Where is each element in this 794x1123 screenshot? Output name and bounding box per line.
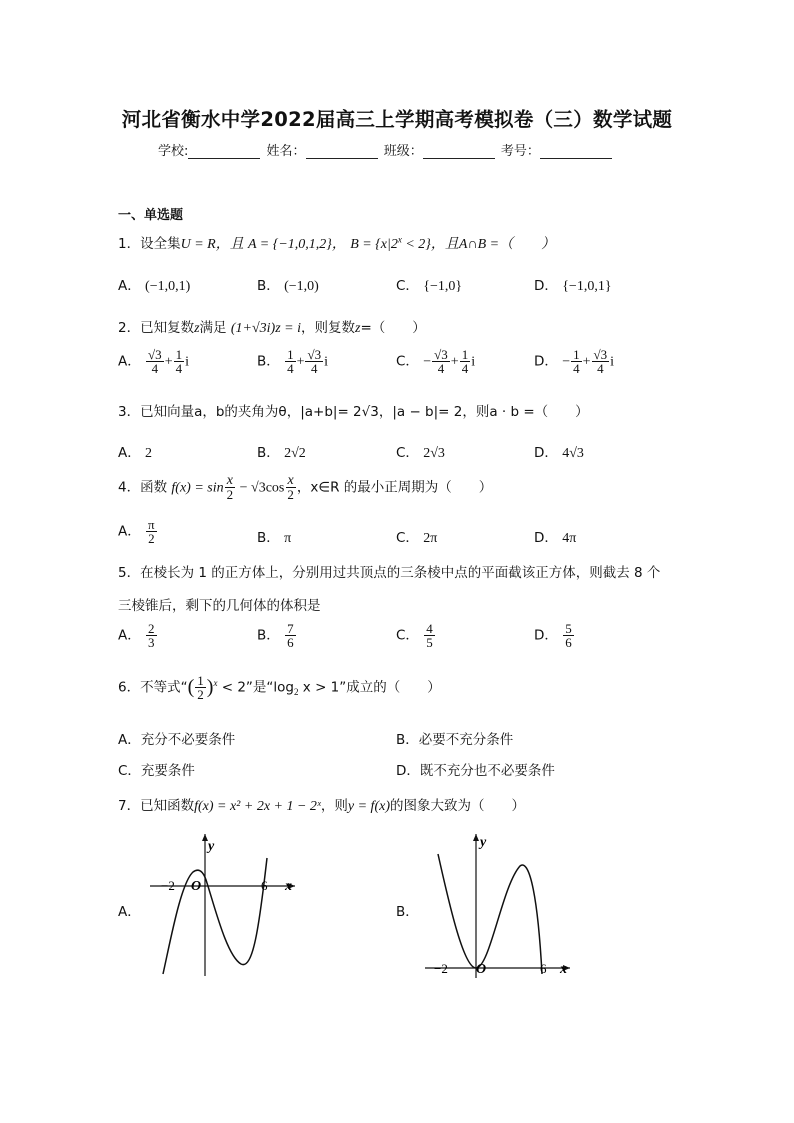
q6-option-c[interactable]: C．充要条件 [118,763,195,779]
math-expr: U = R，且 [180,237,244,252]
q3-option-d[interactable]: D． 4√3 [534,445,584,461]
graph-b[interactable] [420,828,580,980]
question-2: 2．已知复数z满足 (1+√3i)z = i，则复数z=（ ） [118,320,426,336]
class-label: 班级： [383,144,423,159]
q2-option-d[interactable]: D． − $\frac{1}{4}$ + $\frac{√3}{4}$ i [534,347,615,376]
q3-option-a[interactable]: A． 2 [118,445,153,461]
math-expr: B = {x|2 [350,237,398,252]
student-info-line [158,140,614,159]
q4-option-a[interactable]: A． $\frac{\pi}{2}$ [118,517,155,546]
q6-option-b[interactable]: B．必要不充分条件 [396,732,514,748]
q2-option-a[interactable]: A． $\frac{√3}{4}$ + $\frac{1}{4}$ i [118,347,189,376]
question-7: 7．已知函数f(x) = x² + 2x + 1 − 2ˣ，则y = f(x)的图象大致为（ ） [118,798,525,814]
q6-option-d[interactable]: D．既不充分也不必要条件 [396,763,555,779]
question-4: 4．函数 f(x) = sin $\frac{x}{2}$ − √3cos $\frac{x}{2}$ ，x∈R 的最小正周期为（ ） [118,473,493,502]
q1-option-d[interactable]: D． {−1,0,1} [534,278,612,294]
y-label: y [208,839,215,854]
school-blank[interactable] [188,144,260,159]
q7-option-b[interactable]: B． [396,904,419,920]
math-expr: A = {−1,0,1,2}， [248,237,346,252]
question-6: 6．不等式“( $\frac{1}{2}$ )$^x$ < 2”是“$\log_2$ x > 1”成立的（ ） [118,673,441,702]
q5-option-a[interactable]: A． $\frac{2}{3}$ [118,621,155,650]
x-label: x [285,879,292,894]
origin-label: O [191,879,202,894]
class-blank[interactable] [423,144,495,159]
q2-option-c[interactable]: C． − $\frac{√3}{4}$ + $\frac{1}{4}$ i [396,347,476,376]
y-label: y [480,835,487,850]
y-axis-arrow-icon [473,834,479,841]
q2-option-b[interactable]: B． $\frac{1}{4}$ + $\frac{√3}{4}$ i [257,347,328,376]
q3-option-b[interactable]: B． 2√2 [257,445,306,461]
x-label: x [560,962,567,977]
name-blank[interactable] [306,144,378,159]
tick-label-neg2: −2 [161,878,175,893]
q5-option-c[interactable]: C． $\frac{4}{5}$ [396,621,433,650]
q4-option-d[interactable]: D． 4π [534,530,577,546]
question-number: 1． [118,236,141,252]
q1-option-a[interactable]: A． (−1,0,1) [118,278,191,294]
number-blank[interactable] [540,144,612,159]
question-1: 1．设全集U = R，且 A = {−1,0,1,2}， $B = \{x|2^x < 2\}$，且A∩B =（ ） [118,234,556,252]
origin-label: O [476,962,487,977]
math-expr: A∩B =（ ） [458,237,556,252]
question-3: 3．已知向量a，b的夹角为θ，|a+b|= 2√3，|a − b|= 2，则a · b =（ ） [118,404,589,420]
tick-label-6: 6 [261,878,268,893]
q4-option-c[interactable]: C． 2π [396,530,438,546]
q7-option-a[interactable]: A． [118,904,141,920]
curve-a [163,858,267,974]
q3-option-c[interactable]: C． 2√3 [396,445,445,461]
q1-option-c[interactable]: C． {−1,0} [396,278,463,294]
q1-option-b[interactable]: B． (−1,0) [257,278,319,294]
question-5: 5．在棱长为 1 的正方体上，分别用过共顶点的三条棱中点的平面截该正方体，则截去 8 个 [118,565,661,581]
school-label: 学校: [158,144,189,159]
question-5-line-2: 三棱锥后，剩下的几何体的体积是 [118,598,321,614]
curve-b [438,854,542,974]
question-text: 设全集 [140,236,181,252]
math-expr: < 2}，且 [401,237,459,252]
q5-option-b[interactable]: B． $\frac{7}{6}$ [257,621,294,650]
number-label: 考号： [500,144,540,159]
q5-option-d[interactable]: D． $\frac{5}{6}$ [534,621,572,650]
section-title: 一、单选题 [118,208,184,223]
page-title: 河北省衡水中学2022届高三上学期高考模拟卷（三）数学试题 [121,108,673,131]
graph-a[interactable] [145,828,305,980]
name-label: 姓名： [266,144,306,159]
q4-option-b[interactable]: B． π [257,530,292,546]
q6-option-a[interactable]: A．充分不必要条件 [118,732,236,748]
tick-label-6: 6 [540,961,547,976]
tick-label-neg2: −2 [434,961,448,976]
